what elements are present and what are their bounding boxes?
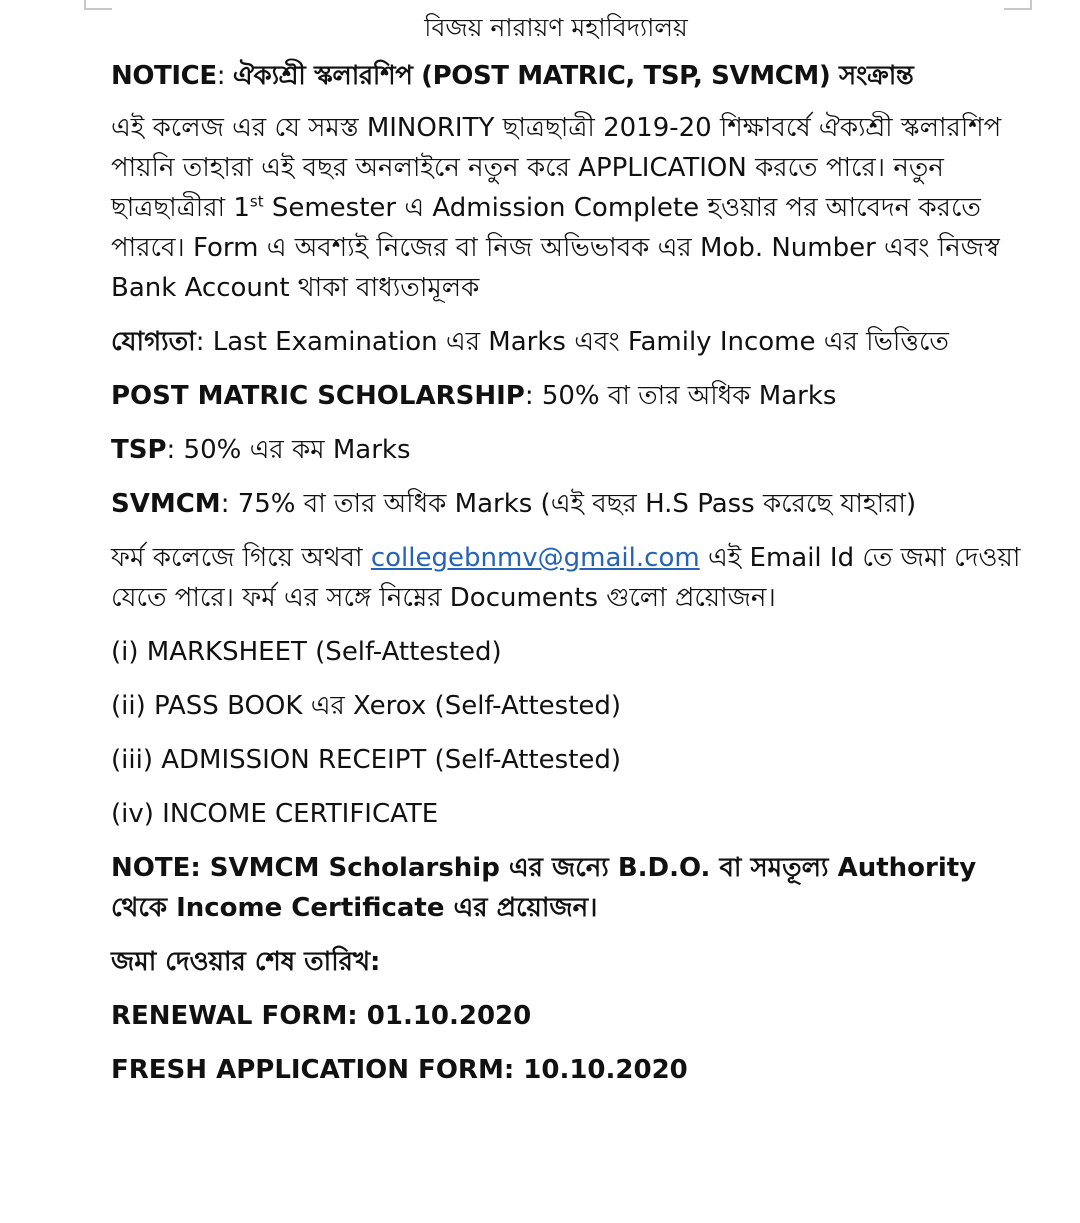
criteria-label: POST MATRIC SCHOLARSHIP: [111, 381, 525, 411]
submission-after: এই Email Id তে জমা দেওয়া যেতে পারে। ফর্ম এর সঙ্গে নিম্নের Documents গুলো প্রয়োজন।: [111, 543, 1021, 613]
deadline-heading: জমা দেওয়ার শেষ তারিখ:: [111, 947, 381, 977]
notice-page: [111, 8, 1021, 1104]
criteria-text: : 50% এর কম Marks: [166, 435, 411, 465]
criteria-label: SVMCM: [111, 489, 221, 519]
submission-paragraph: [111, 538, 1021, 618]
intro-paragraph: [111, 108, 1021, 308]
document-item: (ii) PASS BOOK এর Xerox (Self-Attested): [111, 691, 622, 721]
email-link[interactable]: collegebnmv@gmail.com: [370, 543, 700, 573]
criteria-text: : 50% বা তার অধিক Marks: [524, 381, 837, 411]
renewal-deadline: RENEWAL FORM: 01.10.2020: [111, 1001, 532, 1031]
document-item: (i) MARKSHEET (Self-Attested): [111, 637, 502, 667]
document-item: (iii) ADMISSION RECEIPT (Self-Attested): [111, 745, 622, 775]
note-paragraph: NOTE: SVMCM Scholarship এর জন্যে B.D.O. বা সমতূল্য Authority থেকে Income Certificate এর প্রয়োজন।: [111, 853, 977, 923]
fresh-deadline: FRESH APPLICATION FORM: 10.10.2020: [111, 1055, 688, 1085]
notice-title-sep: :: [216, 61, 233, 91]
intro-part1: এই কলেজ এর যে সমস্ত MINORITY ছাত্রছাত্রী 2019-20 শিক্ষাবর্ষে ঐক্যশ্রী স্কলারশিপ পায়নি তাহারা এই বছর অনলাইনে নতুন করে APPLICATION করতে পারে। নতুন ছাত্রছাত্রীরা 1: [111, 113, 1002, 223]
notice-title: [111, 56, 1021, 96]
submission-before: ফর্ম কলেজে গিয়ে অথবা: [111, 543, 371, 573]
intro-part2: Semester এ Admission Complete হওয়ার পর আবেদন করতে পারবে। Form এ অবশ্যই নিজের বা নিজ অভিভাবক এর Mob. Number এবং নিজস্ব Bank Account থাকা বাধ্যতামূলক: [111, 193, 1000, 303]
criteria-tsp: [111, 430, 1021, 470]
eligibility-text: : Last Examination এর Marks এবং Family Income এর ভিত্তিতে: [195, 327, 949, 357]
notice-label: NOTICE: [111, 61, 217, 91]
criteria-svmcm: [111, 484, 1021, 524]
intro-sup: st: [249, 192, 264, 211]
criteria-text: : 75% বা তার অধিক Marks (এই বছর H.S Pass করেছে যাহারা): [220, 489, 917, 519]
college-name: বিজয় নারায়ণ মহাবিদ্যালয়: [424, 13, 688, 42]
notice-title-text: ঐক্যশ্রী স্কলারশিপ (POST MATRIC, TSP, SVMCM) সংক্রান্ত: [232, 61, 914, 91]
document-item: (iv) INCOME CERTIFICATE: [111, 799, 439, 829]
eligibility-paragraph: [111, 322, 1021, 362]
criteria-post-matric: [111, 376, 1021, 416]
eligibility-label: যোগ্যতা: [111, 327, 196, 357]
criteria-label: TSP: [111, 435, 167, 465]
